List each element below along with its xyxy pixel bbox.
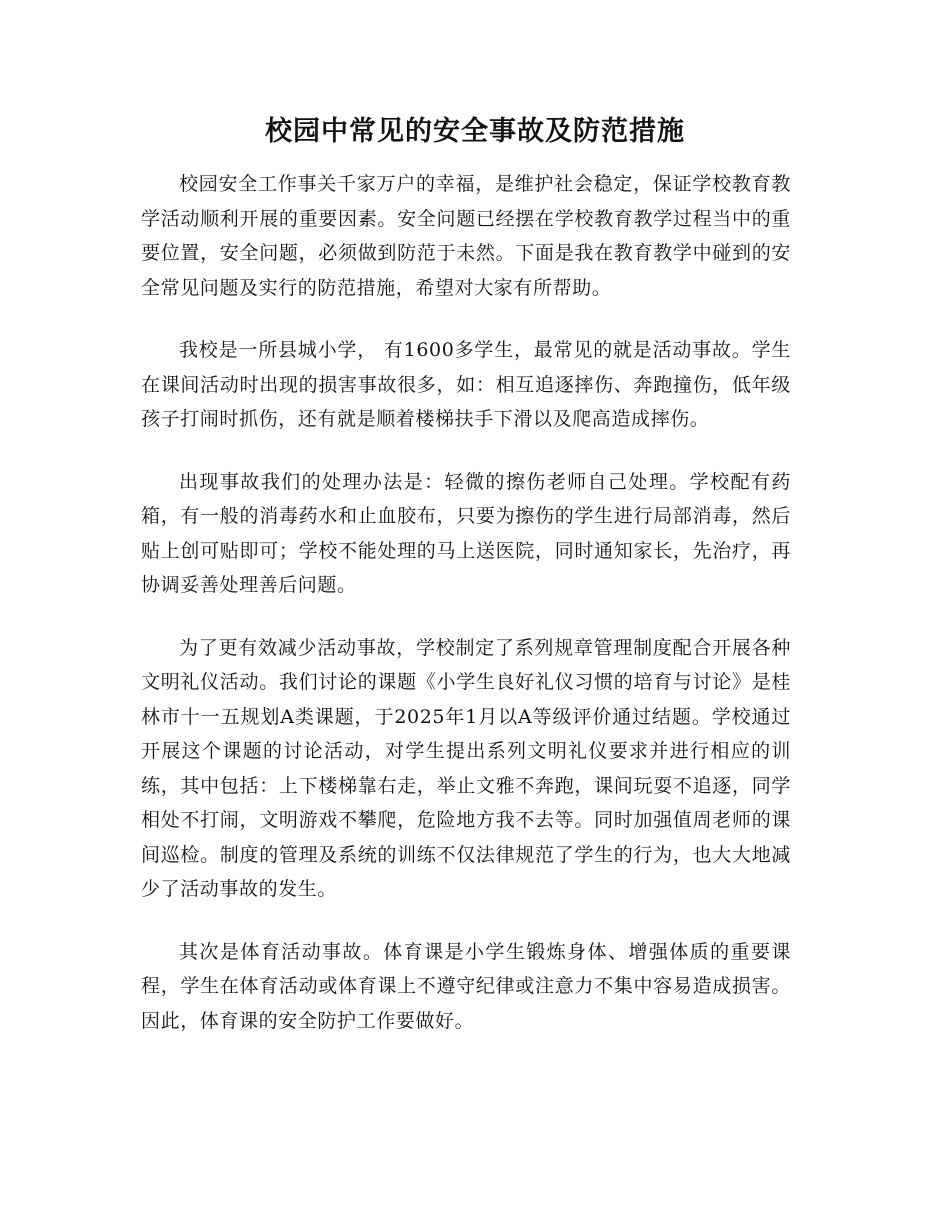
paragraph-2: 我校是一所县城小学， 有1600多学生，最常见的就是活动事故。学生在课间活动时出现的损害事故很多，如：相互追逐摔伤、奔跑撞伤，低年级孩子打闹时抓伤，还有就是顺着楼梯扶手下滑以及爬高造成摔伤。 — [141, 339, 791, 430]
paragraph-4: 为了更有效减少活动事故，学校制定了系列规章管理制度配合开展各种文明礼仪活动。我们讨论的课题《小学生良好礼仪习惯的培育与讨论》是桂林市十一五规划A类课题，于2025年1月以A等级评价通过结题。学校通过开展这个课题的讨论活动，对学生提出系列文明礼仪要求并进行相应的训练，其中包括：上下楼梯靠右走，举止文雅不奔跑，课间玩耍不追逐，同学相处不打闹，文明游戏不攀爬，危险地方我不去等。同时加强值周老师的课间巡检。制度的管理及系统的训练不仅法律规范了学生的行为，也大大地减少了活动事故的发生。 — [141, 636, 791, 900]
document-title: 校园中常见的安全事故及防范措施 — [265, 116, 685, 147]
paragraph-1: 校园安全工作事关千家万户的幸福，是维护社会稳定，保证学校教育教学活动顺利开展的重要因素。安全问题已经摆在学校教育教学过程当中的重要位置，安全问题，必须做到防范于未然。下面是我在教育教学中碰到的安全常见问题及实行的防范措施，希望对大家有所帮助。 — [141, 173, 791, 299]
paragraph-3: 出现事故我们的处理办法是：轻微的擦伤老师自己处理。学校配有药箱，有一般的消毒药水和止血胶布，只要为擦伤的学生进行局部消毒，然后贴上创可贴即可；学校不能处理的马上送医院，同时通知家长，先治疗，再协调妥善处理善后问题。 — [141, 470, 791, 596]
paragraph-5: 其次是体育活动事故。体育课是小学生锻炼身体、增强体质的重要课程，学生在体育活动或体育课上不遵守纪律或注意力不集中容易造成损害。因此，体育课的安全防护工作要做好。 — [141, 940, 791, 1032]
document-body — [141, 167, 791, 1066]
